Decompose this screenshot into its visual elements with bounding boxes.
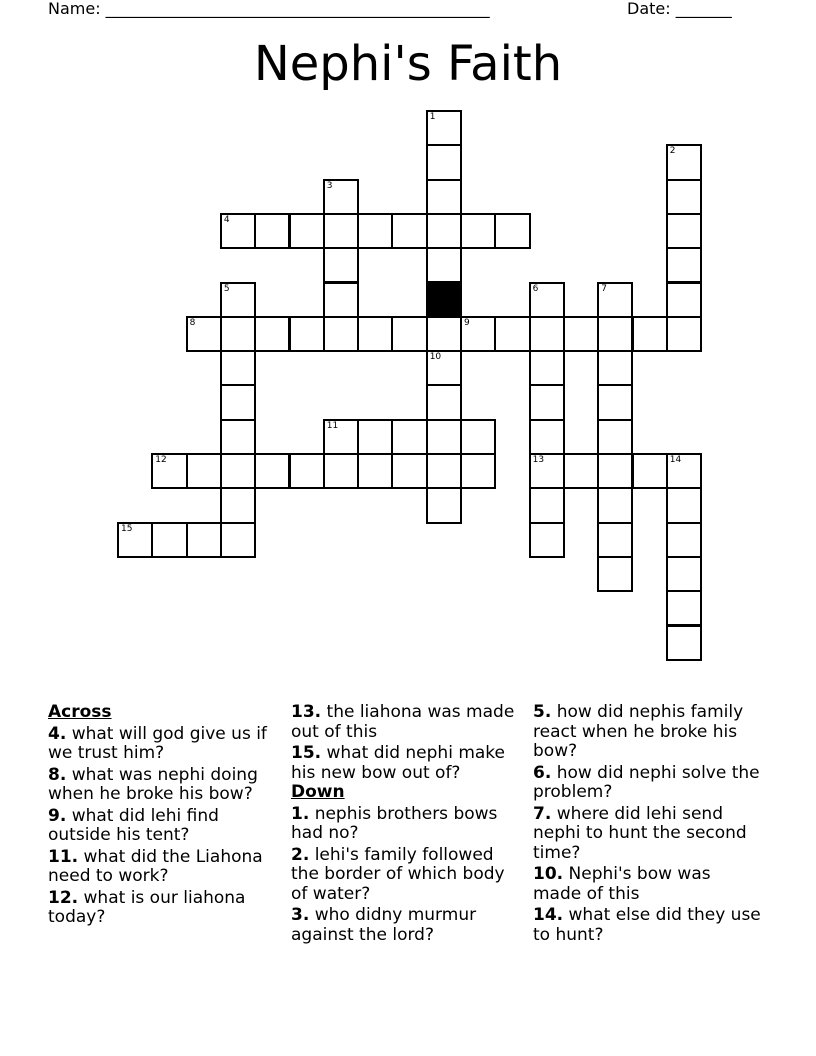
clue-down-3: 3. who didny murmur against the lord? — [291, 905, 477, 945]
grid-cell[interactable] — [529, 384, 565, 420]
grid-cell[interactable] — [460, 316, 496, 352]
grid-cell[interactable] — [666, 590, 702, 626]
cell-number: 5 — [223, 283, 230, 294]
grid-cell[interactable] — [563, 316, 599, 352]
grid-cell[interactable] — [460, 213, 496, 249]
grid-cell[interactable] — [666, 213, 702, 249]
grid-cell[interactable] — [666, 179, 702, 215]
grid-cell[interactable] — [426, 453, 462, 489]
grid-cell[interactable] — [426, 179, 462, 215]
grid-cell[interactable] — [597, 384, 633, 420]
grid-cell[interactable] — [289, 213, 325, 249]
grid-cell[interactable] — [289, 316, 325, 352]
cell-number: 2 — [669, 146, 676, 157]
grid-cell[interactable] — [666, 316, 702, 352]
clues-column-2 — [291, 703, 521, 945]
grid-cell[interactable] — [323, 316, 359, 352]
grid-cell[interactable] — [426, 350, 462, 386]
date-field-label: Date: _______ — [627, 0, 732, 18]
grid-cell[interactable] — [632, 316, 668, 352]
cell-number: 9 — [464, 317, 470, 328]
clue-across-9: 9. what did lehi find outside his tent? — [48, 805, 219, 845]
grid-cell[interactable] — [597, 316, 633, 352]
clue-down-14: 14. what else did they use to hunt? — [533, 905, 761, 945]
grid-cell[interactable] — [666, 247, 702, 283]
cell-number: 12 — [155, 455, 167, 465]
grid-cell[interactable] — [220, 213, 256, 249]
grid-cell[interactable] — [186, 316, 222, 352]
grid-cell[interactable] — [529, 453, 565, 489]
grid-cell[interactable] — [323, 213, 359, 249]
grid-cell[interactable] — [357, 453, 393, 489]
grid-cell[interactable] — [426, 419, 462, 455]
grid-cell[interactable] — [151, 522, 187, 558]
grid-cell[interactable] — [426, 487, 462, 523]
grid-cell[interactable] — [426, 384, 462, 420]
grid-cell[interactable] — [220, 419, 256, 455]
grid-cell[interactable] — [632, 453, 668, 489]
cell-number: 8 — [189, 317, 196, 328]
grid-cell[interactable] — [323, 247, 359, 283]
grid-cell[interactable] — [186, 453, 222, 489]
clue-across-4: 4. what will god give us if we trust him? — [48, 723, 267, 763]
clue-across-11: 11. what did the Liahona need to work? — [48, 846, 263, 886]
grid-cell[interactable] — [323, 419, 359, 455]
cell-number: 10 — [429, 352, 442, 363]
clues-column-1 — [48, 703, 278, 928]
grid-cell[interactable] — [460, 453, 496, 489]
clue-down-5: 5. how did nephis family react when he broke his bow? — [533, 702, 744, 761]
grid-cell[interactable] — [323, 179, 359, 215]
name-field-label: Name: ________________________________________________ — [48, 0, 490, 18]
grid-cell[interactable] — [220, 453, 256, 489]
grid-cell[interactable] — [254, 316, 290, 352]
clue-down-2: 2. lehi's family followed the border of which body of water? — [291, 844, 505, 904]
grid-cell[interactable] — [529, 487, 565, 523]
cell-number: 13 — [532, 455, 545, 465]
grid-cell[interactable] — [323, 453, 359, 489]
cell-number: 15 — [121, 523, 133, 534]
clue-down-6: 6. how did nephi solve the problem? — [533, 762, 760, 802]
grid-cell[interactable] — [597, 453, 633, 489]
page-title: Nephi's Faith — [253, 36, 563, 92]
grid-cell[interactable] — [529, 522, 565, 558]
grid-cell[interactable] — [666, 522, 702, 558]
grid-cell[interactable] — [666, 453, 702, 489]
grid-cell[interactable] — [597, 282, 633, 318]
grid-cell[interactable] — [460, 419, 496, 455]
grid-cell[interactable] — [220, 316, 256, 352]
grid-cell[interactable] — [151, 453, 187, 489]
grid-cell[interactable] — [220, 350, 256, 386]
grid-cell[interactable] — [529, 316, 565, 352]
grid-cell[interactable] — [529, 350, 565, 386]
clue-across-8: 8. what was nephi doing when he broke his bow? — [48, 764, 258, 804]
grid-cell[interactable] — [597, 350, 633, 386]
clue-down-10: 10. Nephi's bow was made of this — [533, 864, 711, 904]
grid-cell[interactable] — [391, 316, 427, 352]
grid-cell[interactable] — [597, 522, 633, 558]
grid-black-cell — [426, 282, 462, 318]
grid-cell[interactable] — [666, 282, 702, 318]
cell-number: 14 — [669, 455, 682, 465]
grid-cell[interactable] — [494, 316, 530, 352]
clue-down-7: 7. where did lehi send nephi to hunt the second time? — [533, 803, 747, 863]
grid-cell[interactable] — [357, 316, 393, 352]
clue-across-15: 15. what did nephi make his new bow out of? — [291, 743, 506, 783]
grid-cell[interactable] — [426, 213, 462, 249]
grid-cell[interactable] — [494, 213, 530, 249]
grid-cell[interactable] — [597, 556, 633, 592]
grid-cell[interactable] — [563, 453, 599, 489]
clues-column-3 — [533, 703, 763, 945]
grid-cell[interactable] — [323, 282, 359, 318]
grid-cell[interactable] — [117, 522, 153, 558]
grid-cell[interactable] — [666, 556, 702, 592]
grid-cell[interactable] — [289, 453, 325, 489]
grid-cell[interactable] — [220, 522, 256, 558]
grid-cell[interactable] — [357, 213, 393, 249]
grid-cell[interactable] — [597, 487, 633, 523]
grid-cell[interactable] — [597, 419, 633, 455]
grid-cell[interactable] — [391, 213, 427, 249]
clue-down-1: 1. nephis brothers bows had no? — [291, 803, 498, 843]
cell-number: 11 — [326, 420, 339, 431]
cell-number: 7 — [601, 283, 607, 294]
grid-cell[interactable] — [254, 213, 290, 249]
grid-cell[interactable] — [426, 247, 462, 283]
grid-cell[interactable] — [426, 110, 462, 146]
grid-cell[interactable] — [391, 453, 427, 489]
grid-cell[interactable] — [529, 419, 565, 455]
clue-across-13: 13. the liahona was made out of this — [291, 702, 515, 742]
grid-cell[interactable] — [254, 453, 290, 489]
grid-cell[interactable] — [220, 384, 256, 420]
cell-number: 4 — [223, 214, 230, 225]
grid-cell[interactable] — [186, 522, 222, 558]
grid-cell[interactable] — [666, 144, 702, 180]
grid-cell[interactable] — [391, 419, 427, 455]
cell-number: 6 — [532, 283, 539, 294]
grid-cell[interactable] — [220, 282, 256, 318]
grid-cell[interactable] — [666, 625, 702, 661]
across-heading: Across — [48, 702, 112, 722]
grid-cell[interactable] — [666, 487, 702, 523]
cell-number: 1 — [429, 112, 436, 122]
grid-cell[interactable] — [426, 144, 462, 180]
clue-across-12: 12. what is our liahona today? — [48, 887, 246, 927]
grid-cell[interactable] — [357, 419, 393, 455]
grid-cell[interactable] — [220, 487, 256, 523]
down-heading: Down — [291, 782, 345, 802]
grid-cell[interactable] — [529, 282, 565, 318]
cell-number: 3 — [326, 180, 333, 191]
